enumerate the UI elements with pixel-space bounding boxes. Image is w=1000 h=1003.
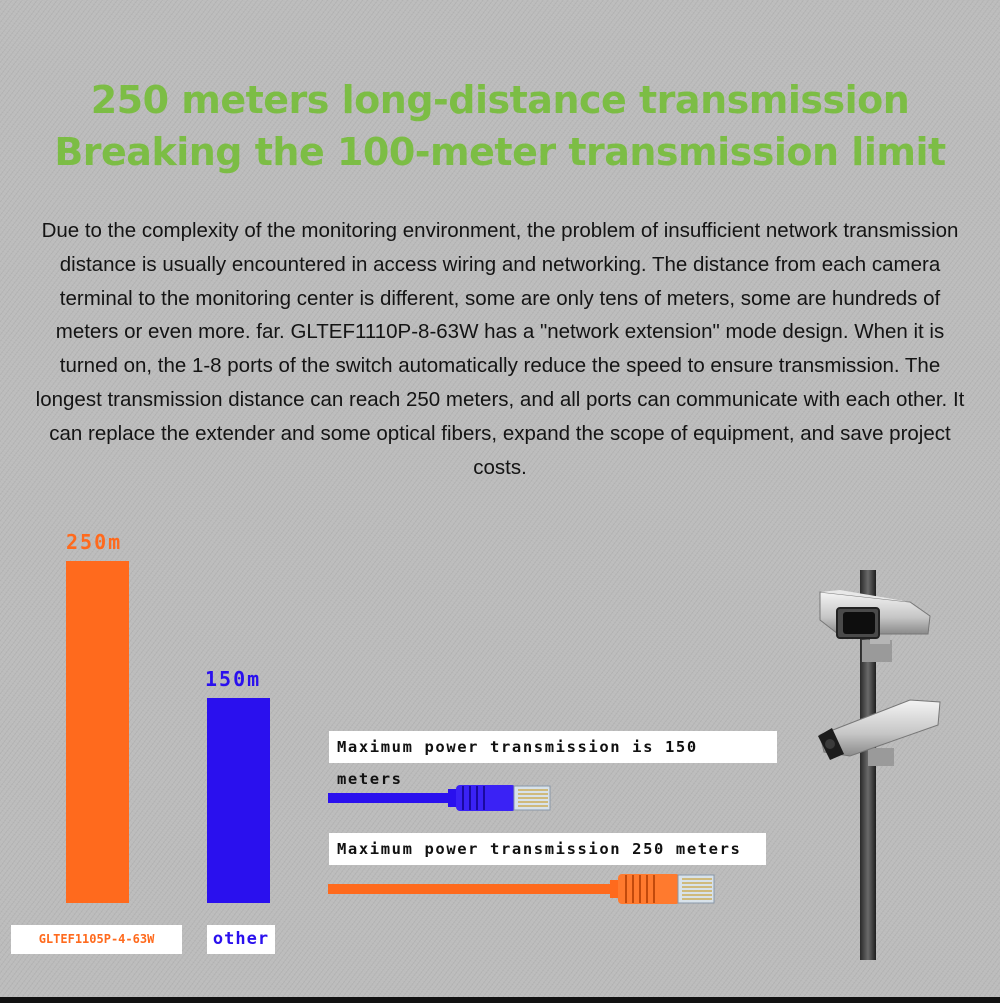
bottom-divider <box>0 997 1000 1003</box>
ethernet-cable-blue-icon <box>328 778 558 818</box>
description-paragraph: Due to the complexity of the monitoring environment, the problem of insufficient network transmission distance is usually encountered in access wiring and networking. The distance from each camera terminal to the monitoring center is different, some are only tens of meters, some are hundreds of meters or even more. far. GLTEF1110P-8-63W has a "network extension" mode design. When it is turned on, the 1-8 ports of the switch automatically reduce the speed to ensure transmission. The longest transmission distance can reach 250 meters, and all ports can communicate with each other. It can replace the extender and some optical fibers, expand the scope of equipment, and save project costs. <box>35 219 965 479</box>
bar-other <box>207 698 270 903</box>
bar-category-label-gltef: GLTEF1105P-4-63W <box>11 925 182 954</box>
bar-gltef <box>66 561 129 903</box>
cable-note-250: Maximum power transmission 250 meters <box>329 833 766 865</box>
bar-value-label-other: 150m <box>205 667 262 691</box>
bar-category-label-other: other <box>207 925 275 954</box>
bar-value-label-gltef: 250m <box>66 530 123 554</box>
ethernet-cable-orange-icon <box>328 868 728 912</box>
heading-line-1: 250 meters long-distance transmission <box>90 78 910 122</box>
cable-note-150: Maximum power transmission is 150 meters <box>329 731 777 763</box>
heading-line-2: Breaking the 100-meter transmission limit <box>54 130 946 174</box>
security-camera-icon <box>810 560 950 960</box>
